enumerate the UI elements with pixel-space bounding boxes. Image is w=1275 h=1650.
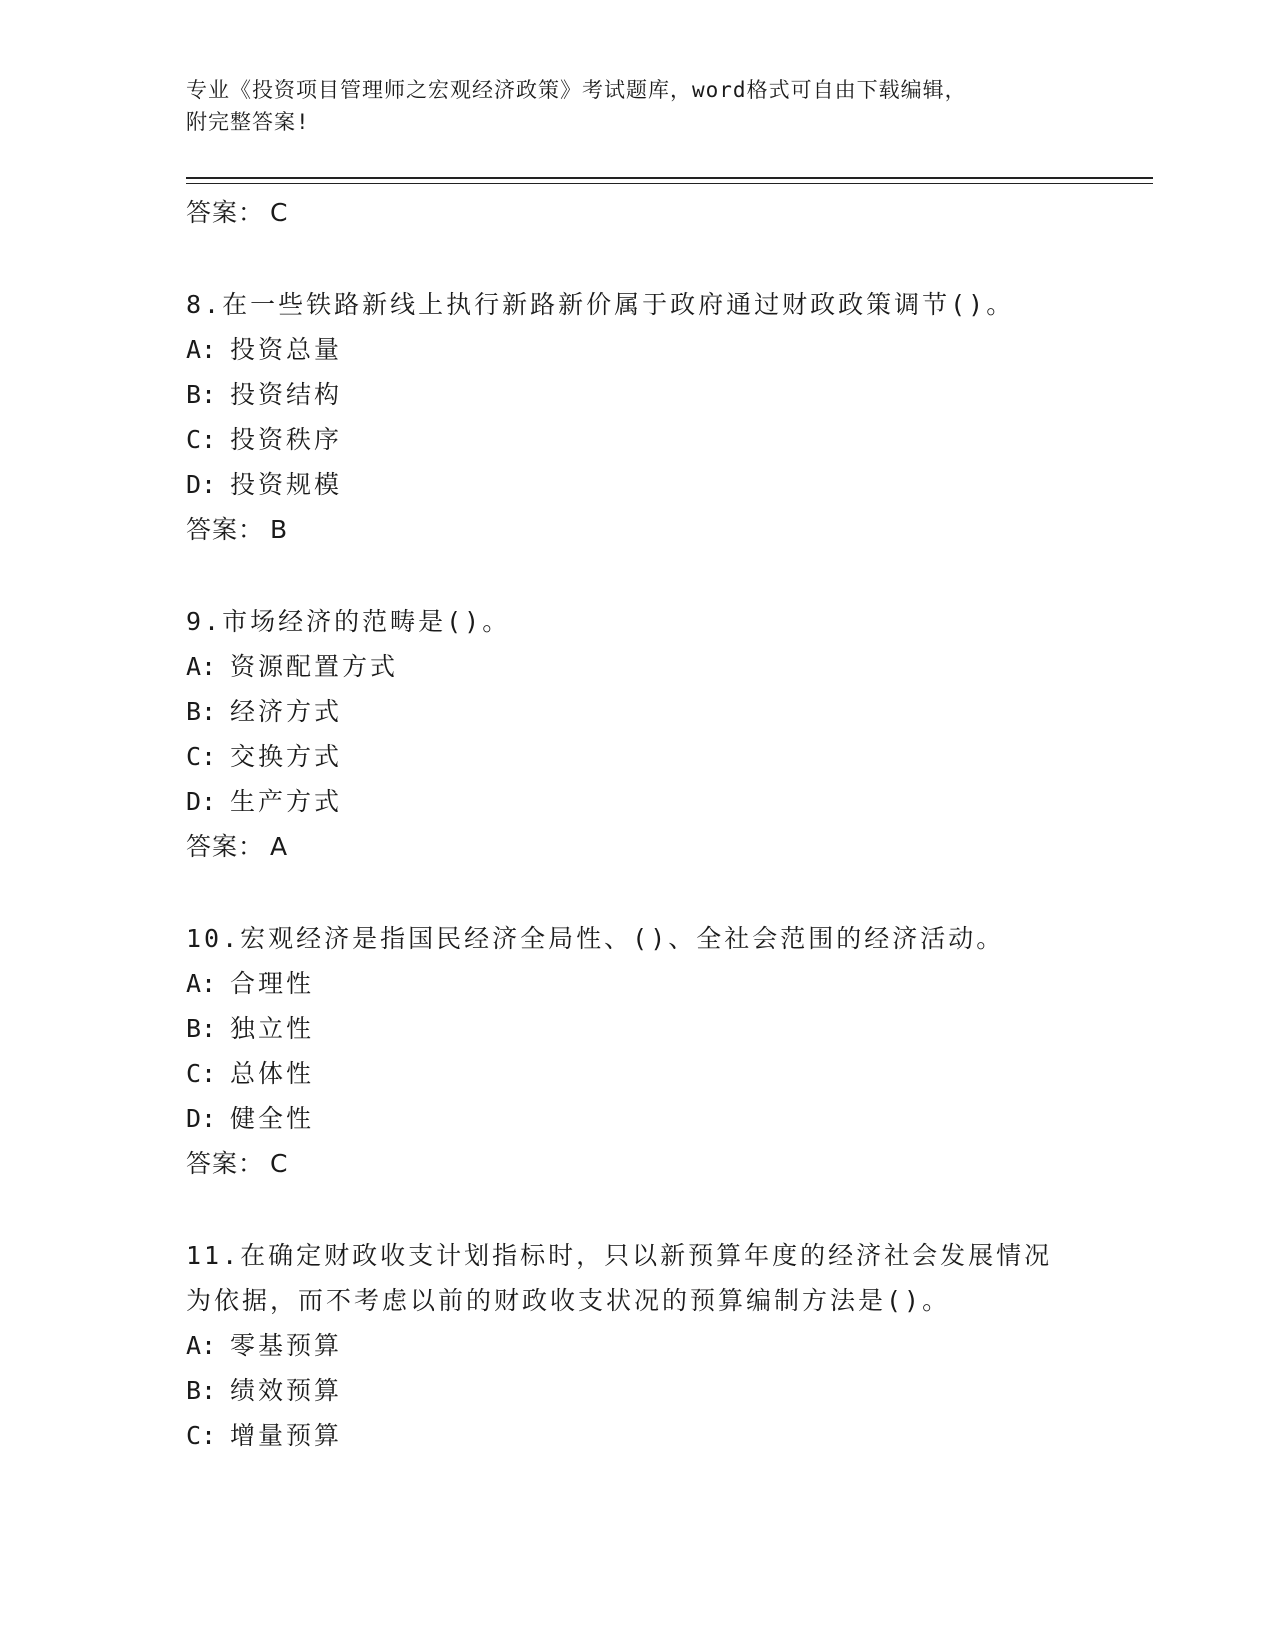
answer-label: 答案：: [186, 831, 265, 861]
option-text: 投资规模: [230, 470, 343, 499]
answer-value: C: [270, 1148, 289, 1178]
option-a: [186, 644, 1086, 689]
question-block-11: [186, 1233, 1086, 1458]
question-text-line-1: 11.在确定财政收支计划指标时，只以新预算年度的经济社会发展情况: [186, 1241, 1053, 1270]
question-block-10: [186, 916, 1086, 1186]
document-header: [186, 74, 1066, 138]
option-key: C:: [186, 742, 217, 771]
option-text: 投资总量: [230, 335, 343, 364]
option-a: [186, 961, 1086, 1006]
option-text: 资源配置方式: [230, 652, 399, 681]
option-key: B:: [186, 380, 217, 409]
option-text: 投资秩序: [230, 425, 343, 454]
question-text: 10.宏观经济是指国民经济全局性、()、全社会范围的经济活动。: [186, 924, 1005, 953]
header-line-1: 专业《投资项目管理师之宏观经济政策》考试题库，word格式可自由下载编辑，: [186, 78, 967, 102]
answer-line-prev: [186, 190, 1086, 235]
question-text: 8.在一些铁路新线上执行新路新价属于政府通过财政政策调节()。: [186, 290, 1015, 319]
spacer: [186, 1186, 1086, 1233]
option-c: [186, 734, 1086, 779]
question-text: 9.市场经济的范畴是()。: [186, 607, 511, 636]
option-text: 经济方式: [230, 697, 343, 726]
option-text: 健全性: [230, 1104, 315, 1133]
option-text: 独立性: [230, 1014, 315, 1043]
option-text: 增量预算: [230, 1421, 343, 1450]
answer-label: 答案：: [186, 1148, 265, 1178]
option-d: [186, 462, 1086, 507]
answer-value: C: [270, 197, 289, 227]
spacer: [186, 552, 1086, 599]
option-key: A:: [186, 335, 217, 364]
answer-label: 答案：: [186, 514, 265, 544]
option-text: 总体性: [230, 1059, 315, 1088]
answer-value: B: [270, 514, 289, 544]
option-key: D:: [186, 1104, 217, 1133]
option-key: C:: [186, 1421, 217, 1450]
option-c: [186, 1413, 1086, 1458]
option-c: [186, 1051, 1086, 1096]
option-key: B:: [186, 697, 217, 726]
header-line-2: 附完整答案!: [186, 110, 310, 134]
option-key: A:: [186, 969, 217, 998]
option-b: [186, 689, 1086, 734]
answer-line: [186, 507, 1086, 552]
option-c: [186, 417, 1086, 462]
option-text: 绩效预算: [230, 1376, 343, 1405]
option-key: C:: [186, 1059, 217, 1088]
option-a: [186, 1323, 1086, 1368]
option-text: 零基预算: [230, 1331, 343, 1360]
option-key: C:: [186, 425, 217, 454]
option-text: 生产方式: [230, 787, 343, 816]
option-d: [186, 1096, 1086, 1141]
option-key: A:: [186, 652, 217, 681]
answer-line: [186, 1141, 1086, 1186]
question-block-8: [186, 282, 1086, 552]
answer-label: 答案：: [186, 197, 265, 227]
answer-value: A: [270, 831, 289, 861]
option-a: [186, 327, 1086, 372]
question-block-9: [186, 599, 1086, 869]
question-text-line-2: 为依据，而不考虑以前的财政收支状况的预算编制方法是()。: [186, 1286, 951, 1315]
option-key: B:: [186, 1376, 217, 1405]
spacer: [186, 869, 1086, 916]
header-divider-thick: [186, 177, 1153, 179]
option-b: [186, 372, 1086, 417]
option-key: A:: [186, 1331, 217, 1360]
option-text: 合理性: [230, 969, 315, 998]
option-b: [186, 1368, 1086, 1413]
option-key: D:: [186, 787, 217, 816]
option-key: D:: [186, 470, 217, 499]
option-key: B:: [186, 1014, 217, 1043]
answer-line: [186, 824, 1086, 869]
option-d: [186, 779, 1086, 824]
option-b: [186, 1006, 1086, 1051]
option-text: 投资结构: [230, 380, 343, 409]
header-divider-thin: [186, 183, 1153, 184]
option-text: 交换方式: [230, 742, 343, 771]
spacer: [186, 235, 1086, 282]
question-list: [186, 190, 1086, 1458]
